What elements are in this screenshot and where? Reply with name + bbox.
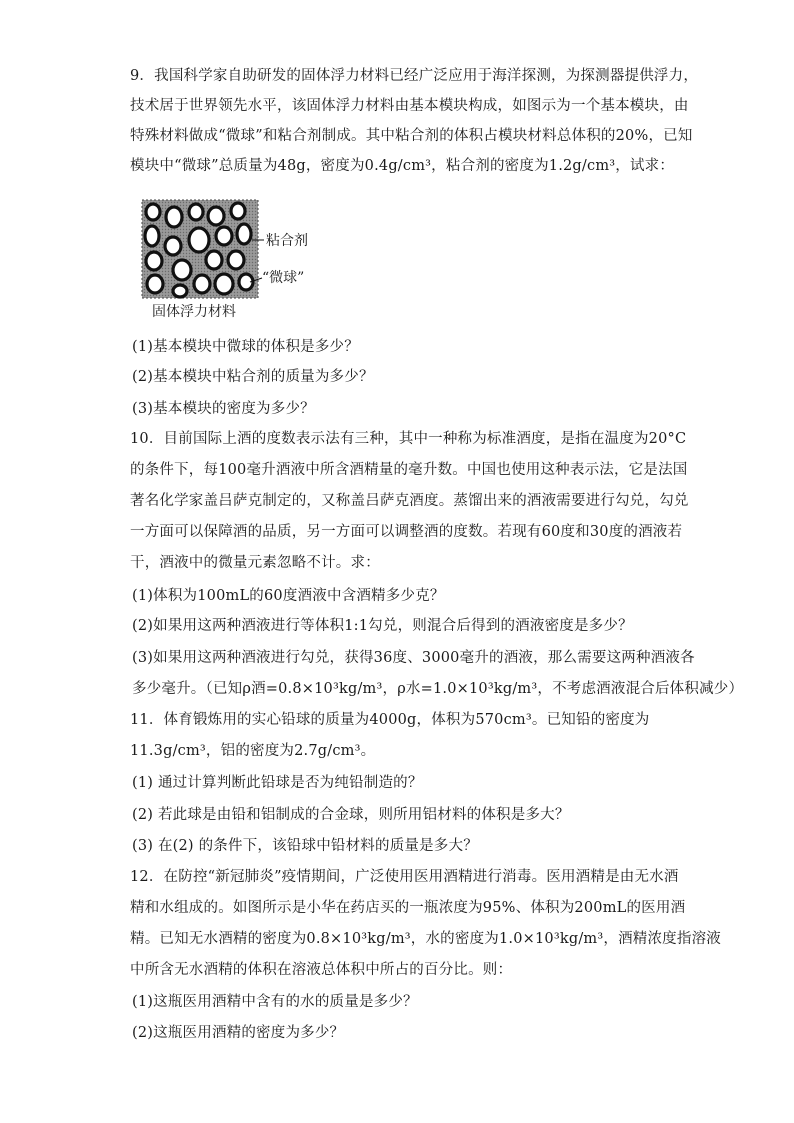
q9-line-3: 特殊材料做成“微球”和粘合剂制成。其中粘合剂的体积占模块材料总体积的20%，已知 <box>130 128 693 144</box>
q11-sub-3: (3) 在(2) 的条件下，该铅球中铅材料的质量是多大？ <box>132 838 478 854</box>
micro-sphere <box>146 252 162 270</box>
q9-sub-3: (3)基本模块的密度为多少？ <box>132 401 315 417</box>
q12-sub-2: (2)这瓶医用酒精的密度为多少？ <box>132 1025 345 1041</box>
q10-sub-3: (3)如果用这两种酒液进行勾兑，获得36度、3000毫升的酒液，那么需要这两种酒液各 <box>132 650 695 666</box>
binder-label: 粘合剂 <box>266 233 308 249</box>
q9-line-2: 技术居于世界领先水平，该固体浮力材料由基本模块构成，如图示为一个基本模块，由 <box>130 98 689 114</box>
micro-sphere <box>145 226 159 246</box>
q10-sub-3-cont: 多少毫升。（已知ρ酒=0.8×10³kg/m³，ρ水=1.0×10³kg/m³，不考虑酒液混合后体积减少） <box>132 681 744 697</box>
micro-sphere <box>228 251 244 269</box>
q12-line-2: 精和水组成的。如图所示是小华在药店买的一瓶浓度为95%、体积为200mL的医用酒 <box>130 900 686 916</box>
q10-sub-2: (2)如果用这两种酒液进行等体积1:1勾兑，则混合后得到的酒液密度是多少？ <box>132 618 633 634</box>
q12-line-3: 精。已知无水酒精的密度为0.8×10³kg/m³，水的密度为1.0×10³kg/m³，酒精浓度指溶液 <box>130 931 721 947</box>
q11-sub-1: (1) 通过计算判断此铅球是否为纯铅制造的？ <box>132 775 423 791</box>
q9-line-1: 9．我国科学家自助研发的固体浮力材料已经广泛应用于海洋探测，为探测器提供浮力， <box>130 68 699 84</box>
micro-sphere <box>216 227 232 245</box>
micro-sphere <box>194 275 210 293</box>
q9-sub-1: (1)基本模块中微球的体积是多少？ <box>132 339 359 355</box>
micro-sphere <box>173 285 187 297</box>
q10-line-5: 干，酒液中的微量元素忽略不计。求： <box>130 555 380 571</box>
q10-line-4: 一方面可以保障酒的品质，另一方面可以调整酒的度数。若现有60度和30度的酒液若 <box>130 524 683 540</box>
q9-line-4: 模块中“微球”总质量为48g，密度为0.4g/cm³，粘合剂的密度为1.2g/cm³，试求： <box>130 158 675 174</box>
micro-sphere <box>147 275 163 293</box>
q12-line-4: 中所含无水酒精的体积在溶液总体积中所占的百分比。则： <box>130 962 513 978</box>
q12-line-1: 12．在防控“新冠肺炎”疫情期间，广泛使用医用酒精进行消毒。医用酒精是由无水酒 <box>130 869 679 885</box>
micro-sphere <box>173 260 191 280</box>
micro-sphere <box>215 274 233 294</box>
micro-sphere <box>189 204 203 220</box>
micro-sphere <box>206 251 222 269</box>
q11-line-1: 11．体育锻炼用的实心铅球的质量为4000g，体积为570cm³。已知铅的密度为 <box>130 712 650 728</box>
q10-sub-1: (1)体积为100mL的60度酒液中含酒精多少克？ <box>132 588 445 604</box>
q11-sub-2: (2) 若此球是由铅和铝制成的合金球，则所用铝材料的体积是多大？ <box>132 807 570 823</box>
q9-sub-2: (2)基本模块中粘合剂的质量为多少？ <box>132 369 374 385</box>
micro-sphere <box>208 207 224 225</box>
micro-sphere <box>146 204 160 220</box>
q10-line-1: 10．目前国际上酒的度数表示法有三种，其中一种称为标准酒度，是指在温度为20°C <box>130 431 687 447</box>
micro-sphere <box>166 207 182 227</box>
q12-sub-1: (1)这瓶医用酒精中含有的水的质量是多少？ <box>132 994 418 1010</box>
micro-sphere-label: “微球” <box>262 270 305 286</box>
micro-sphere <box>237 224 251 244</box>
q10-line-2: 的条件下，每100毫升酒液中所含酒精量的毫升数。中国也使用这种表示法，它是法国 <box>130 462 688 478</box>
micro-sphere <box>165 237 181 255</box>
micro-sphere <box>189 228 209 252</box>
q10-line-3: 著名化学家盖吕萨克制定的，又称盖吕萨克酒度。蒸馏出来的酒液需要进行勾兑，勾兑 <box>130 493 689 509</box>
figure-caption: 固体浮力材料 <box>152 304 236 320</box>
q11-line-2: 11.3g/cm³，铝的密度为2.7g/cm³。 <box>130 743 376 759</box>
micro-sphere <box>231 203 245 219</box>
